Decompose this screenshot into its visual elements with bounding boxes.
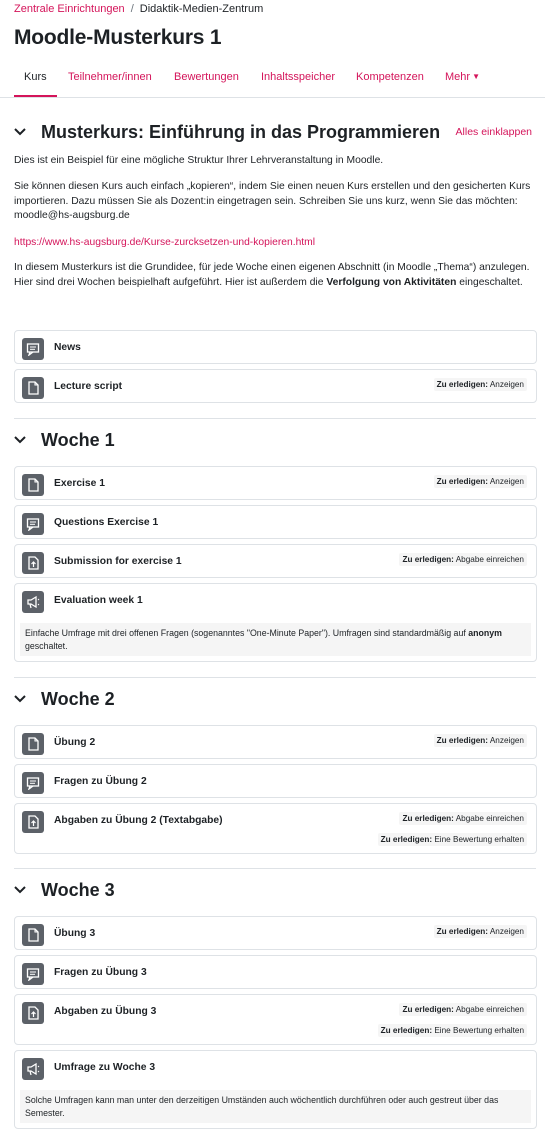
- forum-icon: [22, 513, 44, 535]
- section-title: Woche 3: [41, 879, 115, 900]
- activity-exercise-1[interactable]: [14, 466, 537, 500]
- completion-badge: [399, 812, 527, 825]
- completion-badge: [434, 734, 527, 747]
- badge-value: Eine Bewertung erhalten: [434, 1026, 524, 1035]
- section-title: Woche 1: [41, 429, 115, 450]
- activity-abgaben-uebung-2[interactable]: [14, 803, 537, 854]
- description-bold: anonym: [468, 628, 502, 638]
- badge-label: Zu erledigen:: [380, 835, 433, 844]
- activity-uebung-3[interactable]: [14, 916, 537, 950]
- forum-icon: [22, 963, 44, 985]
- badge-value: Anzeigen: [489, 380, 524, 389]
- description-text: Einfache Umfrage mit drei offenen Fragen (sogenanntes "One-Minute Paper"). Umfragen sind standardmäßig auf: [25, 628, 469, 638]
- tab-mehr[interactable]: [445, 58, 480, 97]
- section-title: Woche 2: [41, 688, 115, 709]
- breadcrumb-separator: /: [130, 3, 134, 15]
- activity-name: Übung 2: [54, 737, 96, 748]
- course-nav-tabs: [0, 58, 545, 98]
- assignment-icon: [22, 811, 44, 833]
- activity-name: Submission for exercise 1: [54, 556, 182, 567]
- section-header-woche-2: [14, 688, 115, 710]
- activity-name: Exercise 1: [54, 478, 105, 489]
- activity-fragen-uebung-2[interactable]: [14, 764, 537, 798]
- tab-kompetenzen[interactable]: Kompetenzen: [356, 71, 424, 83]
- activity-abgaben-uebung-3[interactable]: [14, 994, 537, 1045]
- activity-name: Übung 3: [54, 928, 96, 939]
- completion-badge: [399, 553, 527, 566]
- badge-value: Eine Bewertung erhalten: [434, 835, 524, 844]
- page-title: Moodle-Musterkurs 1: [14, 26, 222, 49]
- completion-badge: [434, 475, 527, 488]
- activity-evaluation-week-1[interactable]: [14, 583, 537, 662]
- section-divider: [14, 677, 536, 678]
- summary-text-end: eingeschaltet.: [456, 276, 523, 288]
- badge-label: Zu erledigen:: [436, 477, 489, 486]
- section-header-general: [14, 121, 440, 143]
- file-icon: [22, 733, 44, 755]
- completion-badge: [378, 1024, 527, 1037]
- feedback-icon: [22, 1058, 44, 1080]
- section-divider: [14, 868, 536, 869]
- section-divider: [14, 418, 536, 419]
- activity-name: Fragen zu Übung 2: [54, 776, 147, 787]
- section-header-woche-1: [14, 429, 115, 451]
- activity-lecture-script[interactable]: [14, 369, 537, 403]
- activity-name: News: [54, 342, 81, 353]
- breadcrumb: [14, 3, 263, 15]
- activity-umfrage-woche-3[interactable]: [14, 1050, 537, 1129]
- badge-label: Zu erledigen:: [402, 555, 454, 564]
- forum-icon: [22, 338, 44, 360]
- activity-fragen-uebung-3[interactable]: [14, 955, 537, 989]
- file-icon: [22, 474, 44, 496]
- forum-icon: [22, 772, 44, 794]
- file-icon: [22, 377, 44, 399]
- badge-label: Zu erledigen:: [436, 927, 489, 936]
- section-title: Musterkurs: Einführung in das Programmieren: [41, 121, 441, 142]
- assignment-icon: [22, 1002, 44, 1024]
- badge-label: Zu erledigen:: [402, 1005, 454, 1014]
- tab-teilnehmer[interactable]: Teilnehmer/innen: [68, 71, 152, 83]
- badge-label: Zu erledigen:: [402, 814, 454, 823]
- activity-name: Evaluation week 1: [54, 595, 143, 606]
- badge-label: Zu erledigen:: [380, 1026, 433, 1035]
- tab-inhaltsspeicher[interactable]: Inhaltsspeicher: [261, 71, 335, 83]
- feedback-icon: [22, 591, 44, 613]
- activity-uebung-2[interactable]: [14, 725, 537, 759]
- activity-name: Questions Exercise 1: [54, 517, 159, 528]
- section-summary-p3: [14, 261, 531, 290]
- completion-badge: [378, 833, 527, 846]
- chevron-down-icon[interactable]: [14, 436, 34, 444]
- activity-description: [20, 623, 531, 656]
- assignment-icon: [22, 552, 44, 574]
- section-header-woche-3: [14, 879, 115, 901]
- activity-name: Abgaben zu Übung 3: [54, 1006, 157, 1017]
- breadcrumb-item-zentrale-einrichtungen[interactable]: Zentrale Einrichtungen: [14, 3, 125, 15]
- summary-bold: Verfolgung von Aktivitäten: [326, 276, 457, 288]
- collapse-all-link[interactable]: Alles einklappen: [455, 126, 532, 138]
- badge-value: Abgabe einreichen: [455, 814, 524, 823]
- badge-label: Zu erledigen:: [436, 380, 489, 389]
- course-copy-link[interactable]: https://www.hs-augsburg.de/Kurse-zurcksetzen-und-kopieren.html: [14, 237, 316, 248]
- badge-value: Abgabe einreichen: [455, 555, 524, 564]
- activity-questions-exercise-1[interactable]: [14, 505, 537, 539]
- activity-submission-exercise-1[interactable]: [14, 544, 537, 578]
- description-text-end: geschaltet.: [25, 640, 68, 651]
- activity-name: Lecture script: [54, 381, 123, 392]
- breadcrumb-item-didaktik-medien-zentrum: Didaktik-Medien-Zentrum: [139, 3, 264, 15]
- completion-badge: [434, 925, 527, 938]
- chevron-down-icon[interactable]: [14, 886, 34, 894]
- badge-value: Anzeigen: [489, 927, 524, 936]
- activity-name: Umfrage zu Woche 3: [54, 1062, 156, 1073]
- chevron-down-icon[interactable]: [14, 128, 34, 136]
- activity-description: Solche Umfragen kann man unter den derzeitigen Umständen auch wöchentlich durchführen oder auch gestreut über das Semester.: [20, 1090, 531, 1123]
- tab-bewertungen[interactable]: Bewertungen: [174, 71, 239, 83]
- badge-value: Anzeigen: [489, 477, 524, 486]
- activity-name: Fragen zu Übung 3: [54, 967, 147, 978]
- section-summary-p2: Sie können diesen Kurs auch einfach „kopieren“, indem Sie einen neuen Kurs erstellen und den gesicherten Kurs importieren. Dazu müssen Sie als Dozent:in eingetragen sein. Schreiben Sie uns kurz, wenn Sie das möchten: moodle@hs-augsburg.de: [14, 181, 531, 221]
- badge-value: Abgabe einreichen: [455, 1005, 524, 1014]
- completion-badge: [399, 1003, 527, 1016]
- chevron-down-icon: ▼: [472, 72, 480, 81]
- badge-value: Anzeigen: [489, 736, 524, 745]
- file-icon: [22, 924, 44, 946]
- activity-name: Abgaben zu Übung 2 (Textabgabe): [54, 815, 223, 826]
- badge-label: Zu erledigen:: [436, 736, 489, 745]
- tab-kurs[interactable]: Kurs: [14, 58, 57, 97]
- summary-text: In diesem Musterkurs ist die Grundidee, für jede Woche einen eigenen Abschnitt (in Moodle „Thema“) anzulegen. Hier sind drei Wochen beispielhaft aufgeführt. Hier ist außerdem die: [14, 262, 530, 288]
- activity-news[interactable]: [14, 330, 537, 364]
- completion-badge: [434, 378, 527, 391]
- tab-mehr-label: Mehr: [445, 71, 471, 83]
- section-summary-p1: Dies ist ein Beispiel für eine mögliche Struktur Ihrer Lehrveranstaltung in Moodle.: [14, 155, 384, 166]
- chevron-down-icon[interactable]: [14, 695, 34, 703]
